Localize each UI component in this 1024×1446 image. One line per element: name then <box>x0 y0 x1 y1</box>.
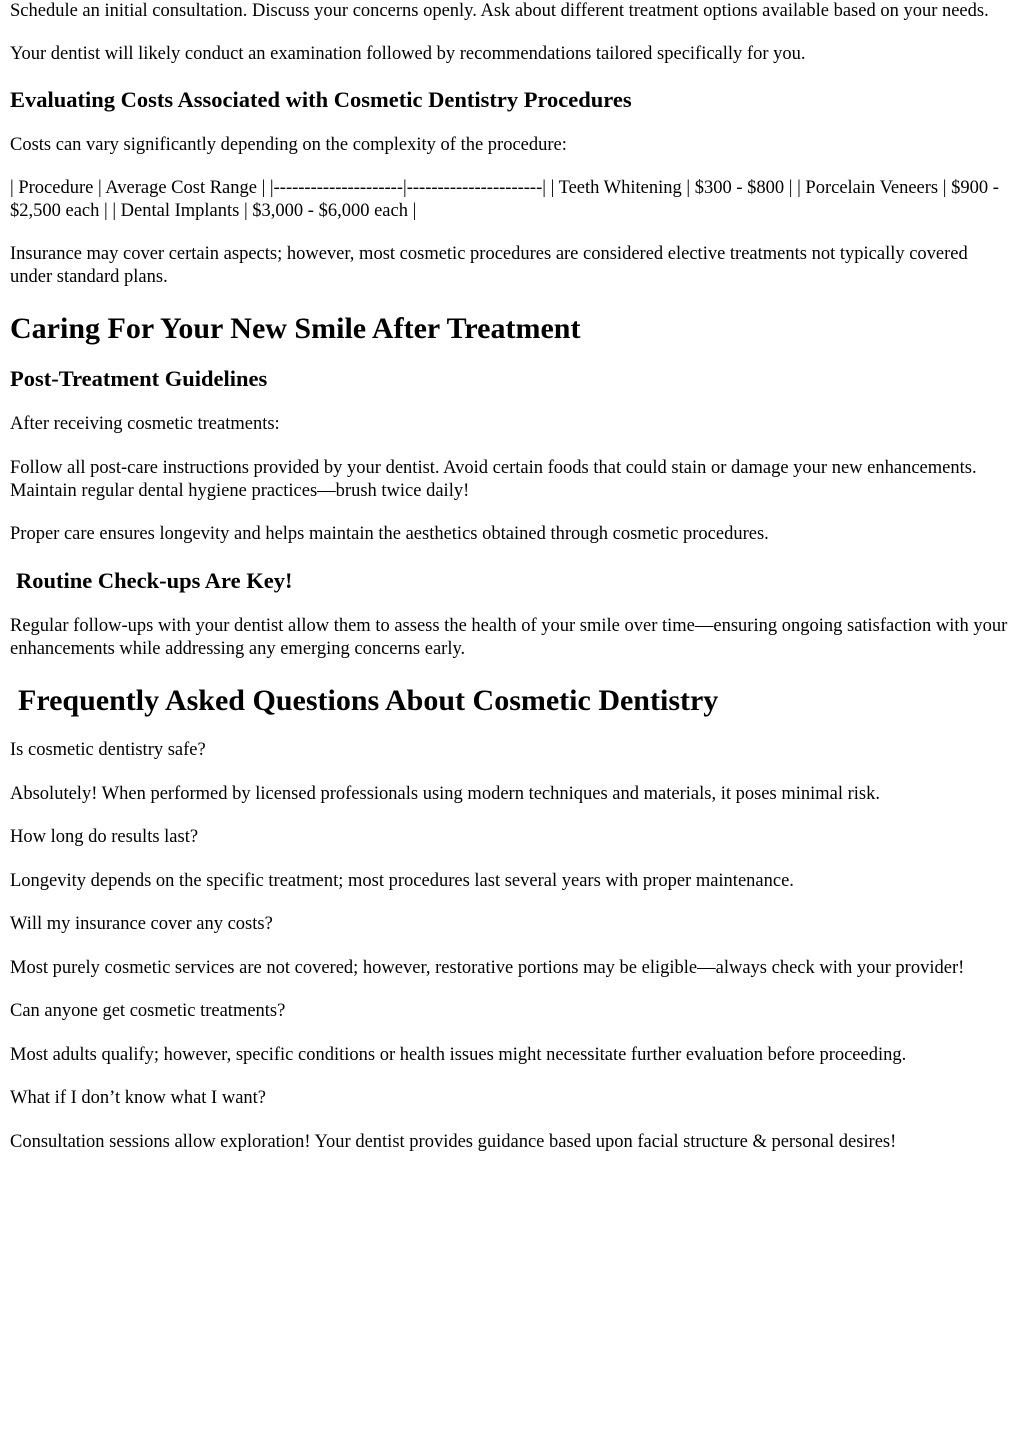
caring-heading: Caring For Your New Smile After Treatment <box>10 312 581 345</box>
faq-question: Is cosmetic dentistry safe? <box>10 740 206 760</box>
checkups-heading: Routine Check-ups Are Key! <box>16 568 293 593</box>
faq-question: Will my insurance cover any costs? <box>10 914 273 934</box>
costs-intro-paragraph: Costs can vary significantly depending on the complexity of the procedure: <box>10 135 567 155</box>
consultation-paragraph: Schedule an initial consultation. Discuss your concerns openly. Ask about different treatment options available based on your needs. <box>10 1 989 21</box>
after-treatment-paragraph: After receiving cosmetic treatments: <box>10 414 280 434</box>
costs-table-text: | Procedure | Average Cost Range | |---------------------|----------------------| | Teeth Whitening | $300 - $800 | | Porcelain Veneers | $900 - $2,500 each | | Dental Implants | $3,000 - $6,000 each | <box>10 178 999 221</box>
faq-answer: Most adults qualify; however, specific conditions or health issues might necessitate further evaluation before proceeding. <box>10 1045 907 1065</box>
faq-answer: Absolutely! When performed by licensed professionals using modern techniques and materials, it poses minimal risk. <box>10 784 880 804</box>
faq-question: Can anyone get cosmetic treatments? <box>10 1001 286 1021</box>
faq-list <box>10 739 1014 1154</box>
faq-answer: Most purely cosmetic services are not covered; however, restorative portions may be eligible—always check with your provider! <box>10 958 965 978</box>
faq-answer: Consultation sessions allow exploration! Your dentist provides guidance based upon facial structure & personal desires! <box>10 1132 897 1152</box>
insurance-paragraph: Insurance may cover certain aspects; however, most cosmetic procedures are considered elective treatments not typically covered under standard plans. <box>10 244 968 287</box>
faq-heading: Frequently Asked Questions About Cosmetic Dentistry <box>18 684 719 717</box>
follow-ups-paragraph: Regular follow-ups with your dentist allow them to assess the health of your smile over time—ensuring ongoing satisfaction with your enhancements while addressing any emerging concerns early. <box>10 616 1008 659</box>
costs-heading: Evaluating Costs Associated with Cosmetic Dentistry Procedures <box>10 87 632 112</box>
faq-answer: Longevity depends on the specific treatment; most procedures last several years with proper maintenance. <box>10 871 794 891</box>
proper-care-paragraph: Proper care ensures longevity and helps maintain the aesthetics obtained through cosmetic procedures. <box>10 524 769 544</box>
post-care-paragraph: Follow all post-care instructions provided by your dentist. Avoid certain foods that could stain or damage your new enhancements. Maintain regular dental hygiene practices—brush twice daily! <box>10 458 977 501</box>
post-treatment-heading: Post-Treatment Guidelines <box>10 366 268 391</box>
faq-question: How long do results last? <box>10 827 199 847</box>
examination-paragraph: Your dentist will likely conduct an examination followed by recommendations tailored specifically for you. <box>10 44 806 64</box>
faq-question: What if I don’t know what I want? <box>10 1088 267 1108</box>
